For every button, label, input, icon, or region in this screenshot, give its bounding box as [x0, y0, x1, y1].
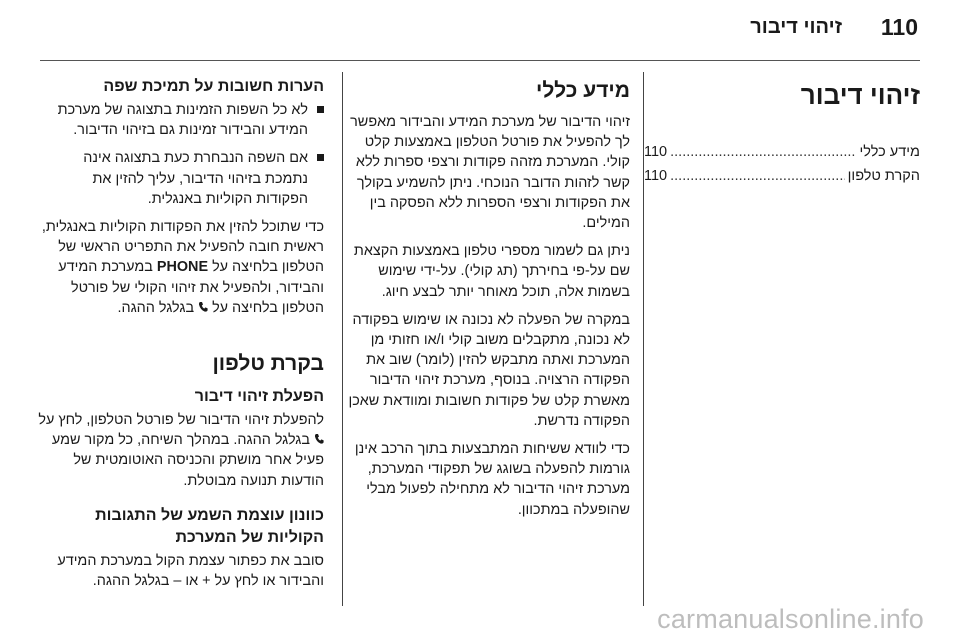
paragraph-text: בגלגל ההגה. במהלך השיחה, כל מקור שמע פעיל אחר מושתק והכניסה האוטומטית של הודעות תנועה מבוטלת.	[51, 432, 324, 489]
paragraph	[38, 410, 324, 491]
voice-control-icon	[314, 433, 324, 445]
bullet-square-icon	[317, 106, 324, 113]
column-divider	[342, 72, 343, 606]
section-heading-language: הערות חשובות על תמיכת שפה	[103, 78, 324, 95]
toc-page: 110	[644, 144, 668, 160]
paragraph-text: כדי שתוכל להזין את הפקודות הקוליות באנגלית, ראשית חובה להפעיל את התפריט הראשי של הטלפון בלחיצה על	[41, 219, 324, 276]
paragraph: זיהוי הדיבור של מערכת המידע והבידור מאפשר לך להפעיל את פורטל הטלפון באמצעות קלט קולי. המערכת מזהה פקודות ורצפי ספרות ללא קשר לזהות הדובר הנוכחי. ניתן להשמיע בקולך את הפקודות ורצפי הספרות ללא הפסקה בין המילים.	[350, 114, 630, 232]
subheading-volume: כוונון עוצמת השמע של התגובות הקוליות של המערכת	[95, 506, 324, 546]
bullet-square-icon	[317, 154, 324, 161]
paragraph-text: להפעלת זיהוי הדיבור של פורטל הטלפון, לחץ על	[38, 412, 324, 429]
toc-entry-phone-control[interactable]	[644, 164, 920, 188]
toc-page: 110	[644, 168, 668, 184]
paragraph: במקרה של הפעלה לא נכונה או שימוש בפקודה לא נכונה, מתקבלים משוב קולי ו/או חזותי מן המערכת ואתה מתבקש להזין (לומר) שוב את הפקודה הרצויה. בנוסף, מערכת זיהוי הדיבור מאשרת קלט של פקודות חשובות ומוודאת שאכן הפקודה נדרשת.	[348, 311, 630, 429]
header-rule	[40, 60, 920, 61]
subheading-activate: הפעלת זיהוי דיבור	[194, 388, 324, 406]
page-number: 110	[880, 14, 918, 40]
bullet-text: לא כל השפות הזמינות בתצוגה של מערכת המידע והבידור זמינות גם בזיהוי הדיבור.	[57, 102, 308, 139]
paragraph: ניתן גם לשמור מספרי טלפון באמצעות הקצאת שם על-פי בחירתך (תג קולי). על-ידי שימוש בשמות אלה, תוכל מאוחר יותר לבצע חיוג.	[353, 243, 630, 300]
paragraph: סובב את כפתור עצמת הקול במערכת המידע והבידור או לחץ על + או – בגלגל ההגה.	[57, 552, 324, 590]
toc-label: מידע כללי	[859, 144, 920, 160]
bullet-item	[38, 148, 324, 209]
paragraph: כדי לוודא ששיחות המתבצעות בתוך הרכב אינן גורמות להפעלה בשוגג של תפקודי המערכת, מערכת זיהוי הדיבור לא מתחילה לפעול מבלי שהופעלה במתכוון.	[354, 441, 630, 518]
general-info-column	[346, 72, 630, 528]
paragraph-text: בגלגל ההגה.	[117, 299, 195, 316]
contents-column	[644, 72, 920, 188]
bullet-item	[38, 100, 324, 140]
toc-label: הקרת טלפון	[847, 168, 920, 184]
toc-leader	[670, 140, 856, 164]
toc-leader	[670, 164, 845, 188]
chapter-heading: זיהוי דיבור	[800, 80, 920, 110]
voice-control-icon	[198, 301, 208, 313]
language-and-control-column	[38, 72, 324, 599]
toc-entry-general[interactable]	[644, 140, 920, 164]
page-header	[0, 0, 960, 56]
paragraph	[38, 217, 324, 318]
paragraph-text: במערכת המידע והבידור, ולהפעיל את זיהוי הקולי של פורטל הטלפון בלחיצה על	[58, 259, 324, 316]
running-title: זיהוי דיבור	[750, 16, 842, 38]
section-heading-general: מידע כללי	[536, 79, 630, 102]
column-divider	[643, 72, 644, 606]
bullet-text: אם השפה הנבחרת כעת בתצוגה אינה נתמכת בזיהוי הדיבור, עליך להזין את הפקודות הקוליות באנגלית.	[83, 150, 308, 207]
phone-key-label: PHONE	[156, 259, 209, 276]
watermark-text: carmanualsonline.info	[657, 604, 924, 634]
section-heading-phone-control: בקרת טלפון	[212, 352, 324, 376]
